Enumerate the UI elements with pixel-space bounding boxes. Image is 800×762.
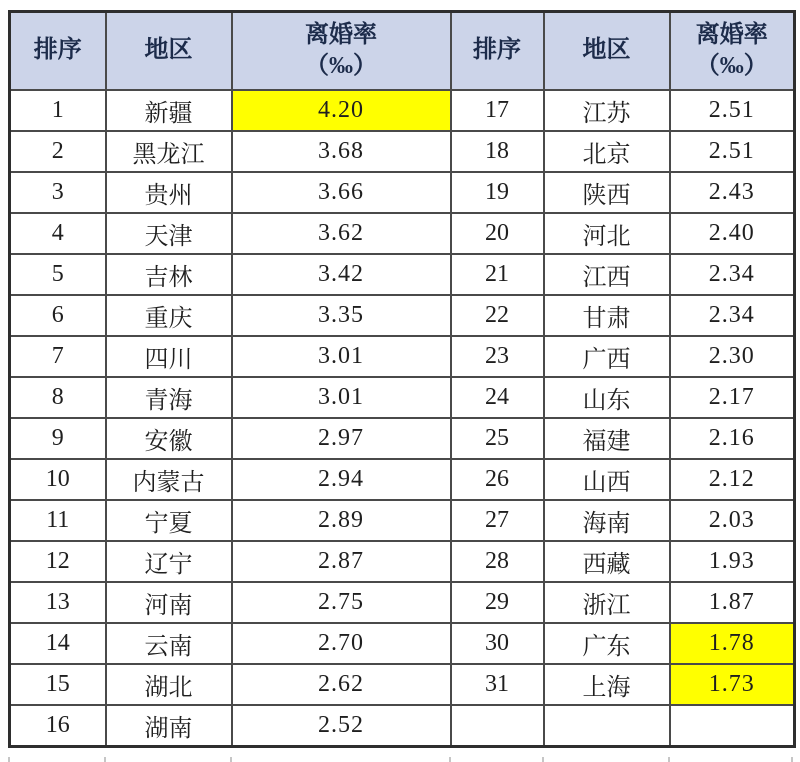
table-row — [10, 295, 795, 336]
region-cell: 内蒙古 — [106, 459, 232, 500]
table-row — [10, 500, 795, 541]
rate-cell: 2.12 — [670, 459, 795, 500]
region-cell: 陕西 — [544, 172, 670, 213]
table-row — [10, 254, 795, 295]
col-header-region-left: 地区 — [106, 12, 232, 91]
rank-cell: 21 — [451, 254, 544, 295]
rate-cell: 3.68 — [232, 131, 451, 172]
rate-cell: 1.93 — [670, 541, 795, 582]
rate-cell: 2.52 — [232, 705, 451, 747]
rate-cell: 3.66 — [232, 172, 451, 213]
region-cell: 广西 — [544, 336, 670, 377]
rate-cell — [670, 705, 795, 747]
region-cell: 青海 — [106, 377, 232, 418]
region-cell: 湖北 — [106, 664, 232, 705]
gridline-tick — [542, 757, 544, 762]
rate-cell: 2.89 — [232, 500, 451, 541]
region-cell: 广东 — [544, 623, 670, 664]
region-cell: 北京 — [544, 131, 670, 172]
gridline-tick — [449, 757, 451, 762]
region-cell: 甘肃 — [544, 295, 670, 336]
col-header-rate-right — [670, 12, 795, 91]
rate-cell: 2.40 — [670, 213, 795, 254]
region-cell: 黑龙江 — [106, 131, 232, 172]
rank-cell: 9 — [10, 418, 106, 459]
table-row — [10, 213, 795, 254]
table-row — [10, 664, 795, 705]
rank-cell: 10 — [10, 459, 106, 500]
table-row — [10, 418, 795, 459]
rate-cell: 3.42 — [232, 254, 451, 295]
rank-cell: 11 — [10, 500, 106, 541]
rate-cell: 2.34 — [670, 254, 795, 295]
rank-cell: 5 — [10, 254, 106, 295]
rank-cell: 1 — [10, 90, 106, 131]
rate-cell: 2.17 — [670, 377, 795, 418]
col-header-rate-left — [232, 12, 451, 91]
table-row — [10, 623, 795, 664]
rank-cell: 20 — [451, 213, 544, 254]
table-row — [10, 582, 795, 623]
rank-cell: 29 — [451, 582, 544, 623]
rate-cell: 2.03 — [670, 500, 795, 541]
region-cell: 海南 — [544, 500, 670, 541]
rate-cell: 1.78 — [670, 623, 795, 664]
rate-cell: 1.87 — [670, 582, 795, 623]
rank-cell: 3 — [10, 172, 106, 213]
rank-cell: 22 — [451, 295, 544, 336]
region-cell — [544, 705, 670, 747]
region-cell: 上海 — [544, 664, 670, 705]
region-cell: 云南 — [106, 623, 232, 664]
rank-cell: 15 — [10, 664, 106, 705]
rank-cell: 19 — [451, 172, 544, 213]
rate-header-line2: （‰） — [305, 53, 377, 79]
region-cell: 福建 — [544, 418, 670, 459]
rank-cell: 16 — [10, 705, 106, 747]
rate-cell: 2.62 — [232, 664, 451, 705]
rate-cell: 2.30 — [670, 336, 795, 377]
table-row — [10, 459, 795, 500]
rate-cell: 2.16 — [670, 418, 795, 459]
region-cell: 辽宁 — [106, 541, 232, 582]
region-cell: 浙江 — [544, 582, 670, 623]
region-cell: 西藏 — [544, 541, 670, 582]
table-header-row — [10, 12, 795, 91]
rate-cell: 4.20 — [232, 90, 451, 131]
table-row — [10, 172, 795, 213]
region-cell: 江西 — [544, 254, 670, 295]
rank-cell: 24 — [451, 377, 544, 418]
rank-cell: 18 — [451, 131, 544, 172]
rate-cell: 2.70 — [232, 623, 451, 664]
region-cell: 安徽 — [106, 418, 232, 459]
rate-cell: 2.51 — [670, 90, 795, 131]
rate-cell: 2.51 — [670, 131, 795, 172]
region-cell: 吉林 — [106, 254, 232, 295]
region-cell: 天津 — [106, 213, 232, 254]
rate-cell: 3.62 — [232, 213, 451, 254]
gridline-tick — [791, 757, 793, 762]
gridline-tick — [8, 757, 10, 762]
region-cell: 江苏 — [544, 90, 670, 131]
region-cell: 新疆 — [106, 90, 232, 131]
rank-cell: 13 — [10, 582, 106, 623]
rate-cell: 1.73 — [670, 664, 795, 705]
table-row — [10, 131, 795, 172]
rank-cell: 7 — [10, 336, 106, 377]
rank-cell: 28 — [451, 541, 544, 582]
rank-cell: 4 — [10, 213, 106, 254]
rank-cell: 30 — [451, 623, 544, 664]
rank-cell: 27 — [451, 500, 544, 541]
region-cell: 四川 — [106, 336, 232, 377]
region-cell: 重庆 — [106, 295, 232, 336]
table-row — [10, 541, 795, 582]
rate-header-line2: （‰） — [695, 53, 768, 79]
rate-cell: 2.75 — [232, 582, 451, 623]
region-cell: 宁夏 — [106, 500, 232, 541]
rank-cell: 17 — [451, 90, 544, 131]
rank-cell: 8 — [10, 377, 106, 418]
region-cell: 山西 — [544, 459, 670, 500]
rank-cell: 26 — [451, 459, 544, 500]
rate-cell: 3.01 — [232, 377, 451, 418]
rate-cell: 2.43 — [670, 172, 795, 213]
gridline-tick — [104, 757, 106, 762]
rate-header-line1: 离婚率 — [695, 21, 768, 48]
col-header-region-right: 地区 — [544, 12, 670, 91]
rate-cell: 3.35 — [232, 295, 451, 336]
rank-cell: 14 — [10, 623, 106, 664]
rank-cell: 6 — [10, 295, 106, 336]
rank-cell: 31 — [451, 664, 544, 705]
gridline-tick — [230, 757, 232, 762]
table-row — [10, 90, 795, 131]
table-row — [10, 336, 795, 377]
region-cell: 河北 — [544, 213, 670, 254]
region-cell: 山东 — [544, 377, 670, 418]
rate-cell: 2.34 — [670, 295, 795, 336]
divorce-rate-table — [8, 10, 796, 748]
col-header-rank-left: 排序 — [10, 12, 106, 91]
table-row — [10, 705, 795, 747]
gridline-tick — [668, 757, 670, 762]
region-cell: 河南 — [106, 582, 232, 623]
rank-cell: 12 — [10, 541, 106, 582]
rank-cell: 25 — [451, 418, 544, 459]
rank-cell: 23 — [451, 336, 544, 377]
table-row — [10, 377, 795, 418]
col-header-rank-right: 排序 — [451, 12, 544, 91]
region-cell: 贵州 — [106, 172, 232, 213]
rate-cell: 2.97 — [232, 418, 451, 459]
rate-cell: 2.94 — [232, 459, 451, 500]
rank-cell — [451, 705, 544, 747]
rate-header-line1: 离婚率 — [305, 21, 377, 48]
rate-cell: 2.87 — [232, 541, 451, 582]
table-body — [10, 90, 795, 747]
region-cell: 湖南 — [106, 705, 232, 747]
rank-cell: 2 — [10, 131, 106, 172]
rate-cell: 3.01 — [232, 336, 451, 377]
